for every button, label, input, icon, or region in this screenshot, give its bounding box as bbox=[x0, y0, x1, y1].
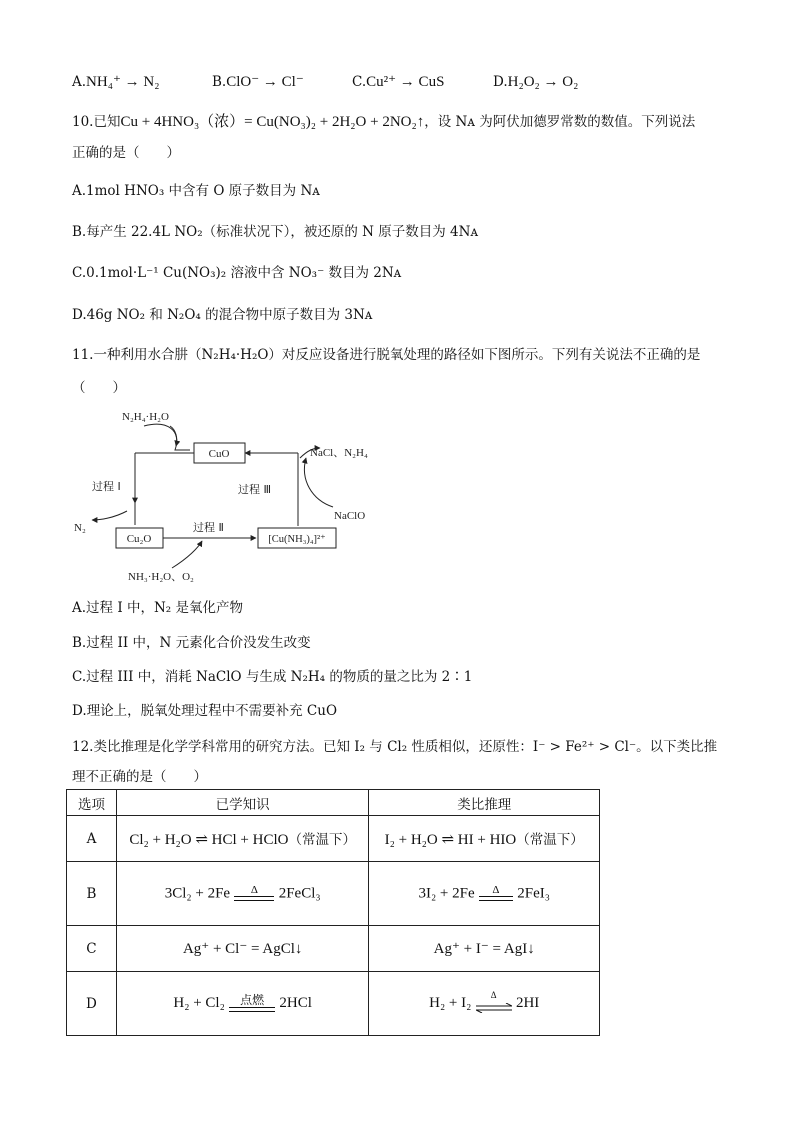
table-row bbox=[67, 862, 600, 926]
row-d-known-left: H₂ + Cl₂ bbox=[173, 995, 225, 1011]
row-b-known-condition bbox=[234, 885, 274, 903]
q9-option-b bbox=[212, 72, 304, 92]
q11-option-d: D.理论上，脱氧处理过程中不需要补充 CuO bbox=[72, 703, 338, 719]
row-a-analog-eq: I₂ + H₂O ⇌ HI + HIO bbox=[384, 832, 517, 848]
label-n2: N₂ bbox=[74, 522, 86, 534]
label-top-reagent: N₂H₄·H₂O bbox=[122, 411, 169, 423]
q12-stem-line2: 理不正确的是（ ） bbox=[72, 769, 207, 785]
row-b-analog-condition bbox=[479, 885, 513, 903]
q10-stem-line1 bbox=[72, 112, 695, 132]
q11-stem-line1: 11.一种利用水合肼（N₂H₄·H₂O）对反应设备进行脱氧处理的路径如下图所示。下列有关说法不正确的是 bbox=[72, 347, 701, 363]
q11-stem-line2: （ ） bbox=[72, 380, 126, 396]
row-b-analog bbox=[369, 862, 600, 926]
label-bottom-reagent: NH₃·H₂O、O₂ bbox=[128, 571, 194, 583]
header-known: 已学知识 bbox=[116, 790, 369, 816]
table-header-row bbox=[67, 790, 600, 816]
q9-option-d-formula: H₂O₂ → O₂ bbox=[507, 74, 579, 90]
reversible-arrow-icon bbox=[476, 1003, 512, 1013]
q10-option-a: A.1mol HNO₃ 中含有 O 原子数目为 Nᴀ bbox=[72, 183, 320, 199]
q10-equation: Cu + 4HNO₃（浓）= Cu(NO₃)₂ + 2H₂O + 2NO₂↑ bbox=[120, 114, 425, 130]
table-row bbox=[67, 926, 600, 972]
row-c-known-eq: Ag⁺ + Cl⁻ = AgCl↓ bbox=[182, 941, 303, 957]
arrow-hydrazine-in bbox=[144, 424, 190, 450]
row-a-known-note: （常温下） bbox=[288, 832, 356, 848]
row-c-option: C bbox=[67, 926, 117, 972]
q10-option-d: D.46g NO₂ 和 N₂O₄ 的混合物中原子数目为 3Nᴀ bbox=[72, 307, 373, 323]
q9-option-b-formula: ClO⁻ → Cl⁻ bbox=[226, 74, 304, 90]
table-row bbox=[67, 816, 600, 862]
q10-stem-line2: 正确的是（ ） bbox=[72, 145, 180, 161]
label-naclo: NaClO bbox=[334, 510, 366, 522]
row-d-option: D bbox=[67, 972, 117, 1036]
q11-option-b: B.过程 II 中，N 元素化合价没发生改变 bbox=[72, 635, 311, 651]
table-row bbox=[67, 972, 600, 1036]
header-option: 选项 bbox=[67, 790, 117, 816]
row-d-known bbox=[116, 972, 369, 1036]
arrow-nh3-in bbox=[172, 541, 202, 568]
row-c-analog-eq: Ag⁺ + I⁻ = AgI↓ bbox=[433, 941, 535, 957]
row-d-analog bbox=[369, 972, 600, 1036]
row-d-analog-cond: Δ bbox=[490, 990, 497, 1000]
row-d-known-cond: 点燃 bbox=[240, 993, 265, 1007]
q9-option-a-formula: NH₄⁺ → N₂ bbox=[86, 74, 160, 90]
q11-option-a: A.过程 I 中，N₂ 是氧化产物 bbox=[72, 600, 243, 616]
row-b-option: B bbox=[67, 862, 117, 926]
row-d-analog-right: 2HI bbox=[515, 995, 540, 1011]
label-complex: [Cu(NH₃)₄]²⁺ bbox=[268, 534, 326, 545]
row-b-known-left: 3Cl₂ + 2Fe bbox=[164, 885, 231, 901]
label-product-top-right: NaCl、N₂H₄ bbox=[310, 447, 368, 459]
q10-prefix: 10.已知 bbox=[72, 114, 121, 130]
q9-option-d bbox=[493, 72, 578, 92]
q9-option-c-label: C. bbox=[352, 74, 367, 90]
row-a-known-eq: Cl₂ + H₂O ⇌ HCl + HClO bbox=[129, 832, 289, 848]
row-a-analog-note: （常温下） bbox=[516, 832, 584, 848]
row-b-known bbox=[116, 862, 369, 926]
row-b-analog-right: 2FeI₃ bbox=[517, 885, 550, 901]
row-a-option: A bbox=[67, 816, 117, 862]
q9-option-d-label: D. bbox=[493, 74, 508, 90]
row-c-analog bbox=[369, 926, 600, 972]
q12-table bbox=[66, 789, 600, 1036]
row-a-known bbox=[116, 816, 369, 862]
q9-option-a bbox=[72, 72, 159, 92]
row-b-known-right: 2FeCl₃ bbox=[278, 885, 321, 901]
label-process-3: 过程 Ⅲ bbox=[238, 483, 272, 496]
header-analog: 类比推理 bbox=[369, 790, 600, 816]
arrow-naclo-in bbox=[304, 458, 333, 507]
q10-option-c: C.0.1mol·L⁻¹ Cu(NO₃)₂ 溶液中含 NO₃⁻ 数目为 2Nᴀ bbox=[72, 265, 402, 281]
label-process-1: 过程 Ⅰ bbox=[92, 480, 121, 493]
q10-option-b: B.每产生 22.4L NO₂（标准状况下），被还原的 N 原子数目为 4Nᴀ bbox=[72, 224, 479, 240]
row-b-known-cond: Δ bbox=[250, 883, 258, 896]
q9-option-c-formula: Cu²⁺ → CuS bbox=[366, 74, 445, 90]
row-a-analog bbox=[369, 816, 600, 862]
label-process-2: 过程 Ⅱ bbox=[193, 521, 224, 534]
row-d-analog-left: H₂ + I₂ bbox=[429, 995, 472, 1011]
q9-option-c bbox=[352, 72, 444, 92]
deoxygenation-cycle-diagram bbox=[72, 408, 392, 588]
arrow-n2-out bbox=[92, 511, 127, 520]
row-d-known-right: 2HCl bbox=[279, 995, 312, 1011]
q9-option-a-label: A. bbox=[72, 74, 87, 90]
q10-suffix: ，设 Nᴀ 为阿伏加德罗常数的数值。下列说法 bbox=[424, 114, 696, 130]
q11-option-c: C.过程 III 中，消耗 NaClO 与生成 N₂H₄ 的物质的量之比为 2∶1 bbox=[72, 669, 473, 685]
row-d-analog-condition bbox=[476, 990, 512, 1017]
row-b-analog-left: 3I₂ + 2Fe bbox=[418, 885, 475, 901]
label-cu2o: Cu₂O bbox=[126, 533, 152, 545]
label-cuo: CuO bbox=[208, 448, 230, 460]
row-c-known bbox=[116, 926, 369, 972]
row-d-known-condition bbox=[229, 993, 275, 1014]
row-b-analog-cond: Δ bbox=[492, 883, 500, 896]
q9-option-b-label: B. bbox=[212, 74, 227, 90]
q12-stem-line1: 12.类比推理是化学学科常用的研究方法。已知 I₂ 与 Cl₂ 性质相似，还原性：I⁻ > Fe²⁺ > Cl⁻。以下类比推 bbox=[72, 739, 718, 755]
